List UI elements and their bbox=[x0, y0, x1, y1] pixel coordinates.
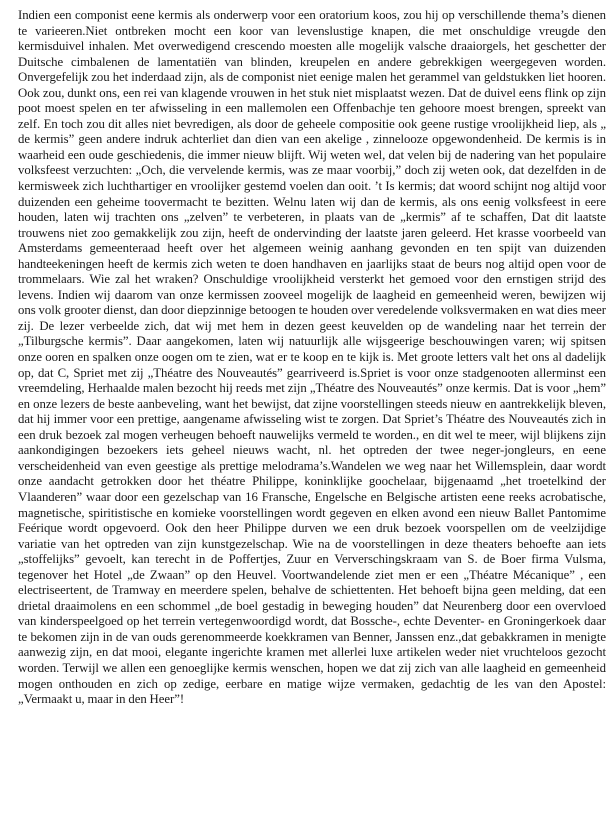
article-paragraph: Indien een componist eene kermis als onderwerp voor een oratorium koos, zou hij op verschillende thema’s dienen te varieeren.Niet ontbreken mocht een koor van levenslustige knapen, die met onschuldige vreugde den kermisduivel inhalen. Met overwedigend crescendo moesten alle mogelijk valsche draaiorgels, het geschetter der Duitsche cimbalenen de lamentatiën van blinden, kreupelen en andere gebrekkigen weergegeven worden. Onvergefelijk zou het inderdaad zijn, als de componist niet eenige malen het gerammel van geldstukken liet hooren. Ook zou, dunkt ons, een rei van klagende vrouwen in het stuk niet misplaatst wezen. Dat de duivel eens flink op zijn poot moest spelen en ter afwisseling in een mallemolen een Offenbachje ten gehoore moest brengen, spreekt van zelf. En toch zou dit alles niet bevredigen, als door de geheele compositie ook geene rustige vroolijkheid liep, als „ de kermis” geen andere indruk achterliet dan dien van een akelige , zinnelooze opgewondenheid. De kermis is in waarheid een oude geschiedenis, die immer nieuw blijft. Wij weten wel, dat velen bij de nadering van het populaire volksfeest verzuchten: „Och, die vervelende kermis, was ze maar voorbij,” doch zij weten ook, dat dezelfden in de kermisweek zich luchthartiger en vroolijker gestemd voelen dan ooit. ’t Is kermis; dat woord schijnt nog altijd voor duizenden een geheime toovermacht te bezitten. Welnu laten wij dan de kermis, als ons eenig volksfeest in eere houden, laten wij trachten ons „zelven” te verbeteren, in plaats van de „kermis” af te schaffen, Dat dit laatste trouwens niet zoo gemakkelijk zou zijn, heeft de ondervinding der laatste jaren geleerd. Het krasse voorbeeld van Amsterdams gemeenteraad heeft over het algemeen weinig aanhang gevonden en ten spijt van duizenden handteekeningen heeft de kermis zich weten te doen handhaven en jaarlijks staat de beurs nog altijd open voor de trommelaars. Wie zal het wraken? Onschuldige vroolijkheid versterkt het gemoed voor den ernstigen strijd des levens. Indien wij daarom van onze kermissen zooveel mogelijk de laagheid en gemeenheid weren, bewijzen wij ons volk grooter dienst, dan door diepzinnige betoogen te houden over veredelende volksvermaken en wat dies meer zij. De lezer verbeelde zich, dat wij met hem in dezen geest keuvelden op de wandeling naar het terrein der „Tilburgsche kermis”. Daar aangekomen, laten wij natuurlijk alle wijsgeerige beschouwingen varen; wij spitsen onze ooren en spalken onze oogen om te zien, wat er te koop en te kijk is. Met groote letters valt het ons al dadelijk op, dat C, Spriet met zij „Théatre des Nouveautés” gearriveerd is.Spriet is voor onze stadgenooten allerminst een vreemdeling, Herhaalde malen bezocht hij reeds met zijn „Théatre des Nouveautés” onze kermis. Dat is voor „hem” en onze lezers de beste aanbeveling, want het bewijst, dat zijne voorstellingen steeds nieuw en aantrekkelijk bleven, dat hij immer voor een prettige, aangename afwisseling wist te zorgen. Dat Spriet’s Théatre des Nouveautés zich in een druk bezoek zal mogen verheugen behoeft nauwelijks vermeld te worden., en dit wel te meer, wijl blijkens zijn aankondigingen bezoekers iets geheel nieuws wacht, nl. het optreden der twee neger-jongleurs, en eene verscheidenheid van even geestige als prettige melodrama’s.Wandelen we weg naar het Willemsplein, daar wordt onze aandacht getrokken door het théatre Philippe, koninklijke goochelaar, bijgenaamd „het troetelkind der Vlaanderen” waar door een gezelschap van 16 Fransche, Engelsche en Belgische artisten eene reeks acrobatische, magnetische, spiritistische en komieke voorstellingen wordt gegeven en elken avond een nieuw Ballet Pantomime Feérique wordt opgevoerd. Ook den heer Philippe durven we een druk bezoek voorspellen om de veelzijdige variatie van het optreden van zijn kunstgezelschap. Wie na de voorstellingen in deze theaters behoefte aan iets „stoffelijks” gevoelt, kan terecht in de Poffertjes, Zuur en Ververschingskraam van S. de Boer firma Vulsma, tegenover het Hotel „de Zwaan” op den Heuvel. Voortwandelende ziet men er een „Théatre Mécanique” , een electriseertent, de Tramway en meerdere spelen, behalve de schiettenten. Het behoeft bijna geen melding, dat een drietal draaimolens en een schommel „de boel gestadig in beweging houden” dat Neurenberg door een overvloed van kinderspeelgoed op het terrein vertegenwoordigd wordt, dat Bossche-, echte Deventer- en Groningerkoek daar te bekomen zijn in de van ouds gerenommeerde koekkramen van Benner, Janssen enz.,dat gebakkramen in menigte aanwezig zijn, en dat mooi, elegante ingerichte kramen met allerlei luxe artikelen weder niet vruchteloos gezocht worden. Terwijl we allen een genoeglijke kermis wenschen, hopen we dat zij zich van alle laagheid en gemeenheid mogen onthouden en zich op zedige, eerbare en matige wijze vermaken, gedachtig de les van den Apostel: „Vermaakt u, maar in den Heer”! bbox=[18, 8, 606, 707]
article-body bbox=[18, 8, 606, 708]
